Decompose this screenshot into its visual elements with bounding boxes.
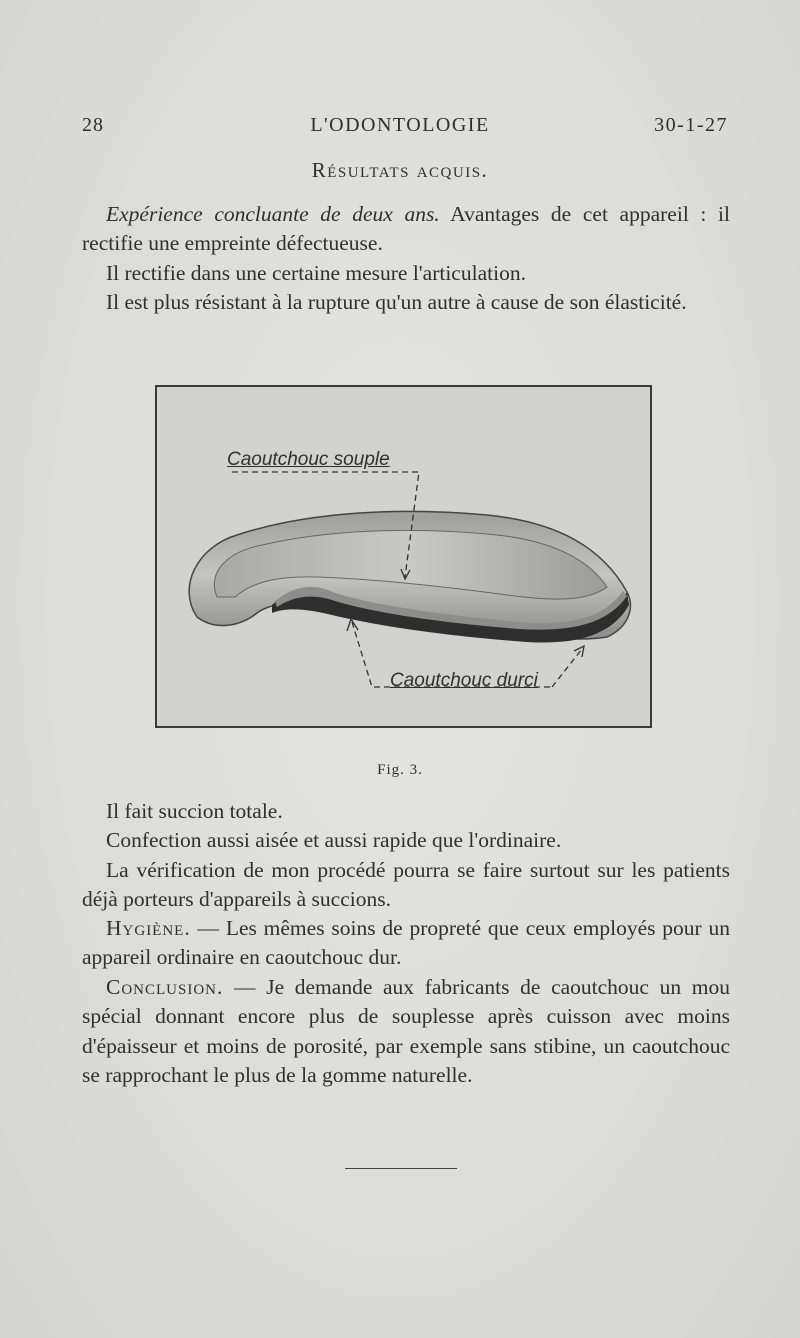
page-number: 28 xyxy=(82,114,104,136)
paragraph-verification: La vérification de mon procédé pourra se faire surtout sur les patients déjà porteurs d'appareils à succions. xyxy=(82,858,730,912)
hygiene-lead: Hygiène. xyxy=(106,916,191,940)
section-title: Résultats acquis. xyxy=(311,158,489,182)
conclusion-text: — Je demande aux fabricants de caoutchouc un mou spécial donnant encore plus de souplesse après cuisson avec moins d'épaisseur et moins de porosité, par exemple sans stibine, un caoutchouc se rapprochant le plus de la gomme naturelle. xyxy=(82,975,730,1087)
figure-caption: Fig. 3. xyxy=(377,762,423,778)
conclusion-lead: Conclusion. xyxy=(106,975,224,999)
intro-paragraph xyxy=(82,200,730,259)
end-rule xyxy=(345,1168,457,1169)
label-caoutchouc-durci: Caoutchouc durci xyxy=(390,670,538,691)
paragraph-succion: Il fait succion totale. xyxy=(106,799,283,823)
hygiene-text: — Les mêmes soins de propreté que ceux employés pour un appareil ordinaire en caoutchouc dur. xyxy=(82,916,730,970)
paragraph-hygiene xyxy=(82,914,730,973)
paragraph-confection: Confection aussi aisée et aussi rapide que l'ordinaire. xyxy=(106,828,562,852)
label-caoutchouc-souple: Caoutchouc souple xyxy=(227,449,390,470)
leader-arrow-durci-right xyxy=(574,646,584,657)
intro-lead-italic: Expérience concluante de deux ans. xyxy=(106,202,440,226)
intro-lead-rest: Avantages de cet appareil : il rectifie une empreinte défectueuse. xyxy=(82,202,730,256)
leader-line-durci-right xyxy=(552,649,582,687)
intro-line-2: Il rectifie dans une certaine mesure l'articulation. xyxy=(106,261,526,285)
paragraph-conclusion xyxy=(82,973,730,1090)
figure-denture-illustration xyxy=(155,385,652,728)
running-head-date: 30-1-27 xyxy=(654,114,728,136)
intro-line-3: Il est plus résistant à la rupture qu'un autre à cause de son élasticité. xyxy=(106,290,687,314)
running-head-title: L'ODONTOLOGIE xyxy=(310,114,490,136)
